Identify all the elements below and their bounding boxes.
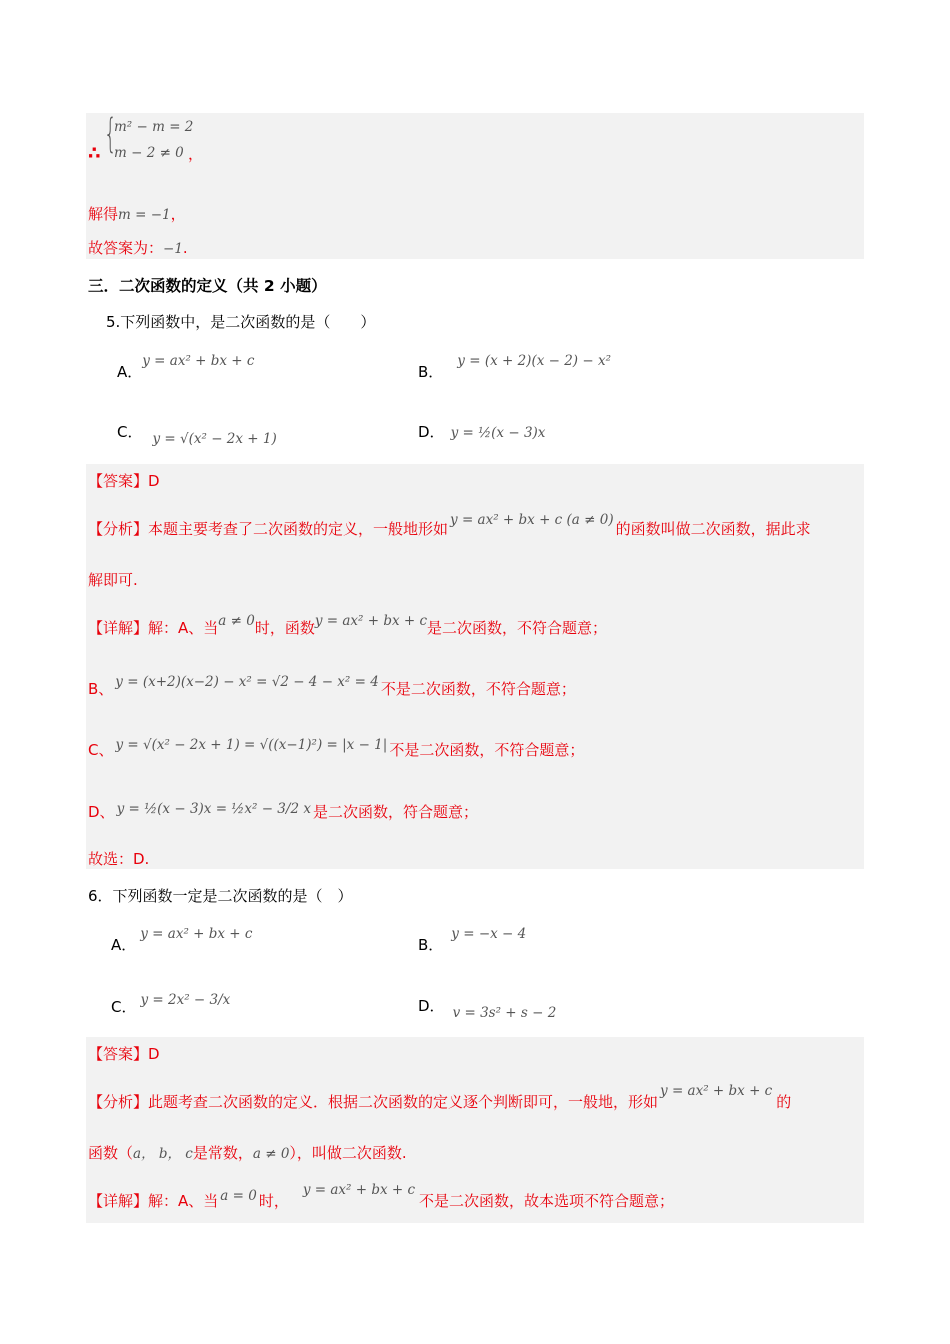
q5-option-b — [418, 349, 611, 381]
system-brace: { — [104, 111, 117, 157]
q5-detail-a1: 解：A、当 — [148, 619, 219, 637]
q6-analysis-text3c: ），叫做二次函数. — [289, 1144, 407, 1162]
q5-stem: 5.下列函数中，是二次函数的是（ ） — [106, 313, 376, 331]
q5-detail-c-text: 不是二次函数，不符合题意； — [389, 741, 585, 759]
q5-detail-line-c — [88, 739, 584, 760]
q5-option-c — [117, 421, 277, 447]
q6-analysis-text3b: 是常数， — [192, 1144, 253, 1162]
q5-detail-a-cond: a ≠ 0 — [218, 613, 255, 629]
q6-option-c — [111, 988, 231, 1016]
q6-option-b — [418, 922, 527, 954]
q5-detail-d-label: D、 — [88, 803, 115, 821]
q6-option-a — [111, 922, 253, 954]
q5-analysis-line1 — [88, 512, 811, 539]
q6-analysis-cond: a ≠ 0 — [252, 1146, 290, 1162]
q5-analysis-expr: y = ax² + bx + c (a ≠ 0) — [450, 512, 614, 528]
solution-block-prev — [86, 113, 864, 259]
q5-detail-c-expr: y = √(x² − 2x + 1) = √((x−1)²) = |x − 1| — [115, 737, 388, 753]
q6-detail-a-expr: y = ax² + bx + c — [302, 1182, 416, 1198]
section-heading: 三．二次函数的定义（共 2 小题） — [88, 277, 327, 295]
q6-detail-a2: 时， — [258, 1192, 289, 1210]
q5-detail-line-d — [88, 801, 478, 822]
q6-option-c-label: C． — [111, 998, 137, 1016]
q5-option-a-label: A． — [117, 363, 143, 381]
q6-option-a-expr: y = ax² + bx + c — [140, 926, 253, 942]
q5-option-a-expr: y = ax² + bx + c — [142, 353, 255, 369]
q5-detail-b-text: 不是二次函数，不符合题意； — [380, 680, 576, 698]
solve-suffix: ， — [170, 205, 186, 223]
q6-option-d — [418, 995, 557, 1021]
q6-analysis-tag: 【分析】 — [88, 1093, 149, 1111]
q5-option-b-label: B． — [418, 363, 444, 381]
q5-detail-b-label: B、 — [88, 680, 114, 698]
q6-option-a-label: A． — [111, 936, 137, 954]
answer-suffix: . — [182, 239, 188, 257]
q5-option-d-label: D． — [418, 423, 445, 441]
q5-detail-d-text: 是二次函数，符合题意； — [312, 803, 478, 821]
q5-detail-tag: 【详解】 — [88, 619, 149, 637]
q5-detail-a3: 是二次函数，不符合题意； — [427, 619, 608, 637]
q6-option-d-label: D． — [418, 997, 445, 1015]
q5-answer: 【答案】D — [88, 472, 160, 490]
q6-detail-line-a — [88, 1182, 675, 1211]
q6-detail-a3: 不是二次函数，故本选项不符合题意； — [419, 1192, 675, 1210]
q6-analysis-text3a: 函数（ — [88, 1144, 134, 1162]
q6-stem: 6．下列函数一定是二次函数的是（ ） — [88, 887, 353, 905]
q6-analysis-expr: y = ax² + bx + c — [660, 1083, 773, 1099]
q5-analysis-tag: 【分析】 — [88, 520, 149, 538]
q5-option-b-expr: y = (x + 2)(x − 2) − x² — [457, 353, 611, 369]
q6-option-c-expr: y = 2x² − 3/x — [140, 992, 231, 1008]
q5-detail-d-expr: y = ½(x − 3)x = ½x² − 3/2 x — [116, 801, 311, 817]
q5-option-c-expr: y = √(x² − 2x + 1) — [152, 431, 277, 447]
answer-prefix: 故答案为： — [88, 239, 164, 257]
q6-analysis-line2 — [88, 1142, 407, 1163]
q6-option-b-expr: y = −x − 4 — [451, 926, 527, 942]
q6-analysis-vars: a， b， c — [133, 1146, 193, 1162]
q5-detail-b-expr: y = (x+2)(x−2) − x² = √2 − 4 − x² = 4 — [115, 674, 379, 690]
q6-detail-tag: 【详解】 — [88, 1192, 149, 1210]
equation-system-line1: m² − m = 2 — [114, 119, 194, 135]
q5-detail-line-b — [88, 674, 576, 699]
q6-detail-a1: 解：A、当 — [148, 1192, 219, 1210]
q6-option-b-label: B． — [418, 936, 444, 954]
q5-option-a — [117, 349, 255, 381]
q6-analysis-text1: 此题考查二次函数的定义．根据二次函数的定义逐个判断即可，一般地，形如 — [148, 1093, 659, 1111]
q6-analysis-line1 — [88, 1083, 792, 1112]
system-comma: ， — [188, 145, 204, 163]
solve-prefix: 解得 — [88, 205, 119, 223]
q5-detail-c-label: C、 — [88, 741, 114, 759]
answer-value: −1 — [163, 241, 183, 257]
answer-line — [88, 237, 188, 258]
therefore-symbol: ∴ — [88, 143, 101, 164]
q5-detail-a-expr: y = ax² + bx + c — [314, 613, 428, 629]
q5-conclusion: 故选：D. — [88, 850, 150, 868]
equation-system-line2: m − 2 ≠ 0 — [114, 145, 184, 161]
q5-option-d — [418, 421, 545, 442]
q5-option-d-expr: y = ½(x − 3)x — [450, 425, 546, 441]
q5-option-c-label: C． — [117, 423, 143, 441]
q5-analysis-line2: 解即可. — [88, 571, 138, 589]
q5-detail-line-a — [88, 613, 608, 638]
q6-analysis-text2: 的 — [776, 1093, 792, 1111]
q5-analysis-text1: 本题主要考查了二次函数的定义，一般地形如 — [148, 520, 449, 538]
solve-line — [88, 203, 186, 224]
q5-analysis-text2: 的函数叫做二次函数，据此求 — [615, 520, 811, 538]
q6-option-d-expr: v = 3s² + s − 2 — [452, 1005, 557, 1021]
solve-expression: m = −1 — [118, 207, 171, 223]
q5-detail-a2: 时，函数 — [254, 619, 315, 637]
q6-detail-a-cond: a = 0 — [220, 1188, 257, 1204]
q6-answer: 【答案】D — [88, 1045, 160, 1063]
